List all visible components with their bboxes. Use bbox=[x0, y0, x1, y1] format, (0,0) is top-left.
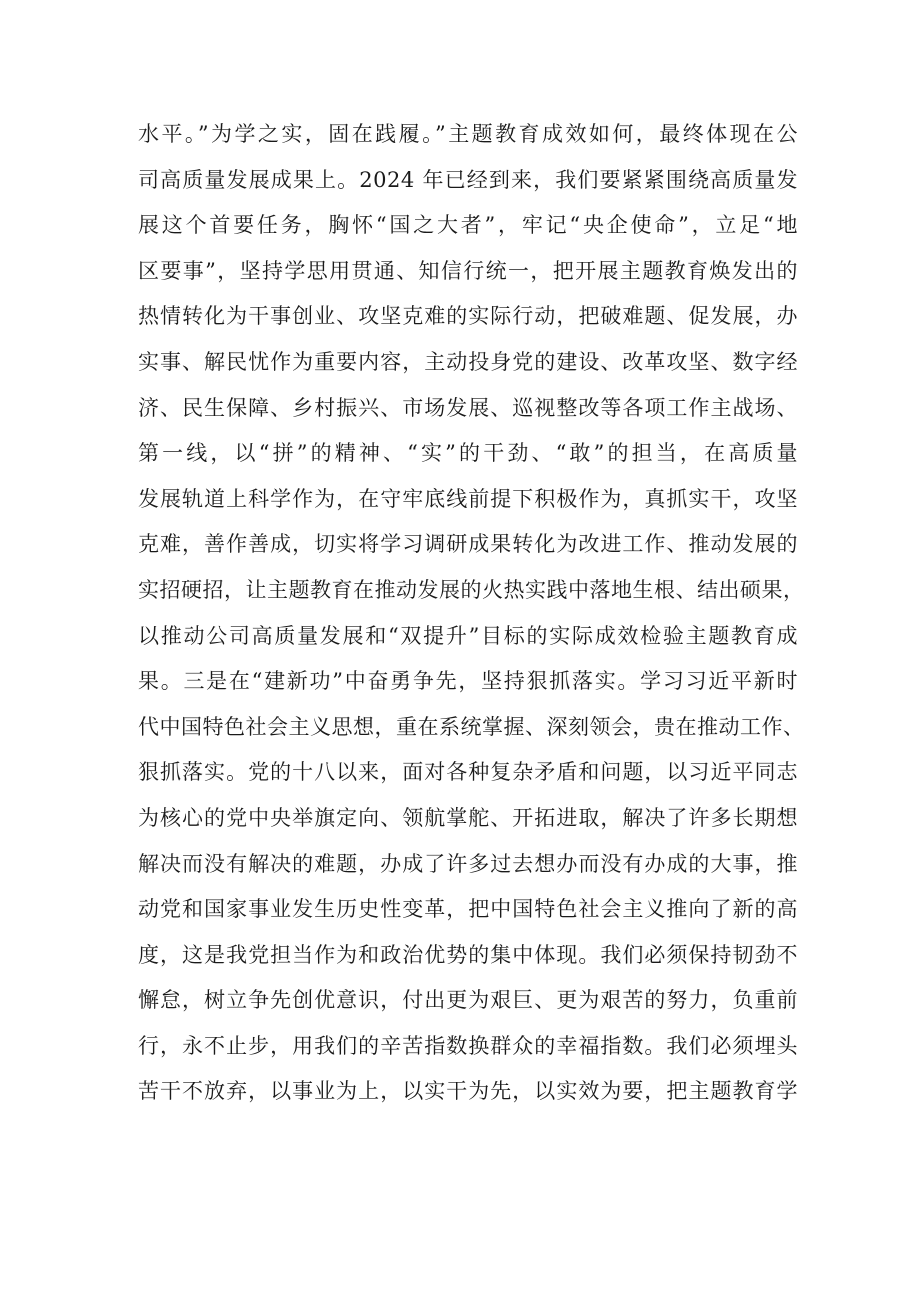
text-line-5: 热情转化为干事创业、攻坚克难的实际行动，把破难题、促发展，办 bbox=[138, 304, 798, 329]
text-line-6: 实事、解民忧作为重要内容，主动投身党的建设、改革攻坚、数字经 bbox=[138, 349, 798, 374]
text-line-1: 水平。”为学之实，固在践履。”主题教育成效如何，最终体现在公 bbox=[138, 122, 798, 146]
text-line-9: 发展轨道上科学作为，在守牢底线前提下积极作为，真抓实干，攻坚 bbox=[138, 486, 798, 511]
body-paragraph bbox=[138, 112, 805, 1115]
text-line-16: 为核心的党中央举旗定向、领航掌舵、开拓进取，解决了许多长期想 bbox=[138, 805, 798, 830]
text-line-14: 代中国特色社会主义思想，重在系统掌握、深刻领会，贵在推动工作、 bbox=[138, 714, 805, 739]
text-line-4: 区要事”，坚持学思用贯通、知信行统一，把开展主题教育焕发出的 bbox=[138, 258, 798, 283]
text-line-18: 动党和国家事业发生历史性变革，把中国特色社会主义推向了新的高 bbox=[138, 897, 798, 922]
text-line-15: 狠抓落实。党的十八以来，面对各种复杂矛盾和问题，以习近平同志 bbox=[138, 760, 798, 785]
text-line-17: 解决而没有解决的难题，办成了许多过去想办而没有办成的大事，推 bbox=[138, 851, 798, 876]
text-line-10: 克难，善作善成，切实将学习调研成果转化为改进工作、推动发展的 bbox=[138, 532, 798, 557]
text-line-11: 实招硬招，让主题教育在推动发展的火热实践中落地生根、结出硕果， bbox=[138, 577, 805, 602]
text-line-8: 第一线，以“拼”的精神、“实”的干劲、“敢”的担当，在高质量 bbox=[138, 441, 798, 466]
text-line-7: 济、民生保障、乡村振兴、市场发展、巡视整改等各项工作主战场、 bbox=[138, 395, 798, 420]
text-line-19: 度，这是我党担当作为和政治优势的集中体现。我们必须保持韧劲不 bbox=[138, 942, 798, 967]
text-line-22: 苦干不放弃，以事业为上，以实干为先，以实效为要，把主题教育学 bbox=[138, 1079, 798, 1104]
text-line-3: 展这个首要任务，胸怀“国之大者”，牢记“央企使命”，立足“地 bbox=[138, 213, 798, 238]
text-line-13: 果。三是在“建新功”中奋勇争先，坚持狠抓落实。学习习近平新时 bbox=[138, 669, 798, 694]
text-line-12: 以推动公司高质量发展和“双提升”目标的实际成效检验主题教育成 bbox=[138, 623, 798, 648]
text-line-2: 司高质量发展成果上。2024 年已经到来，我们要紧紧围绕高质量发 bbox=[138, 167, 798, 192]
text-line-21: 行，永不止步，用我们的辛苦指数换群众的幸福指数。我们必须埋头 bbox=[138, 1033, 798, 1058]
text-line-20: 懈怠，树立争先创优意识，付出更为艰巨、更为艰苦的努力，负重前 bbox=[138, 988, 798, 1013]
